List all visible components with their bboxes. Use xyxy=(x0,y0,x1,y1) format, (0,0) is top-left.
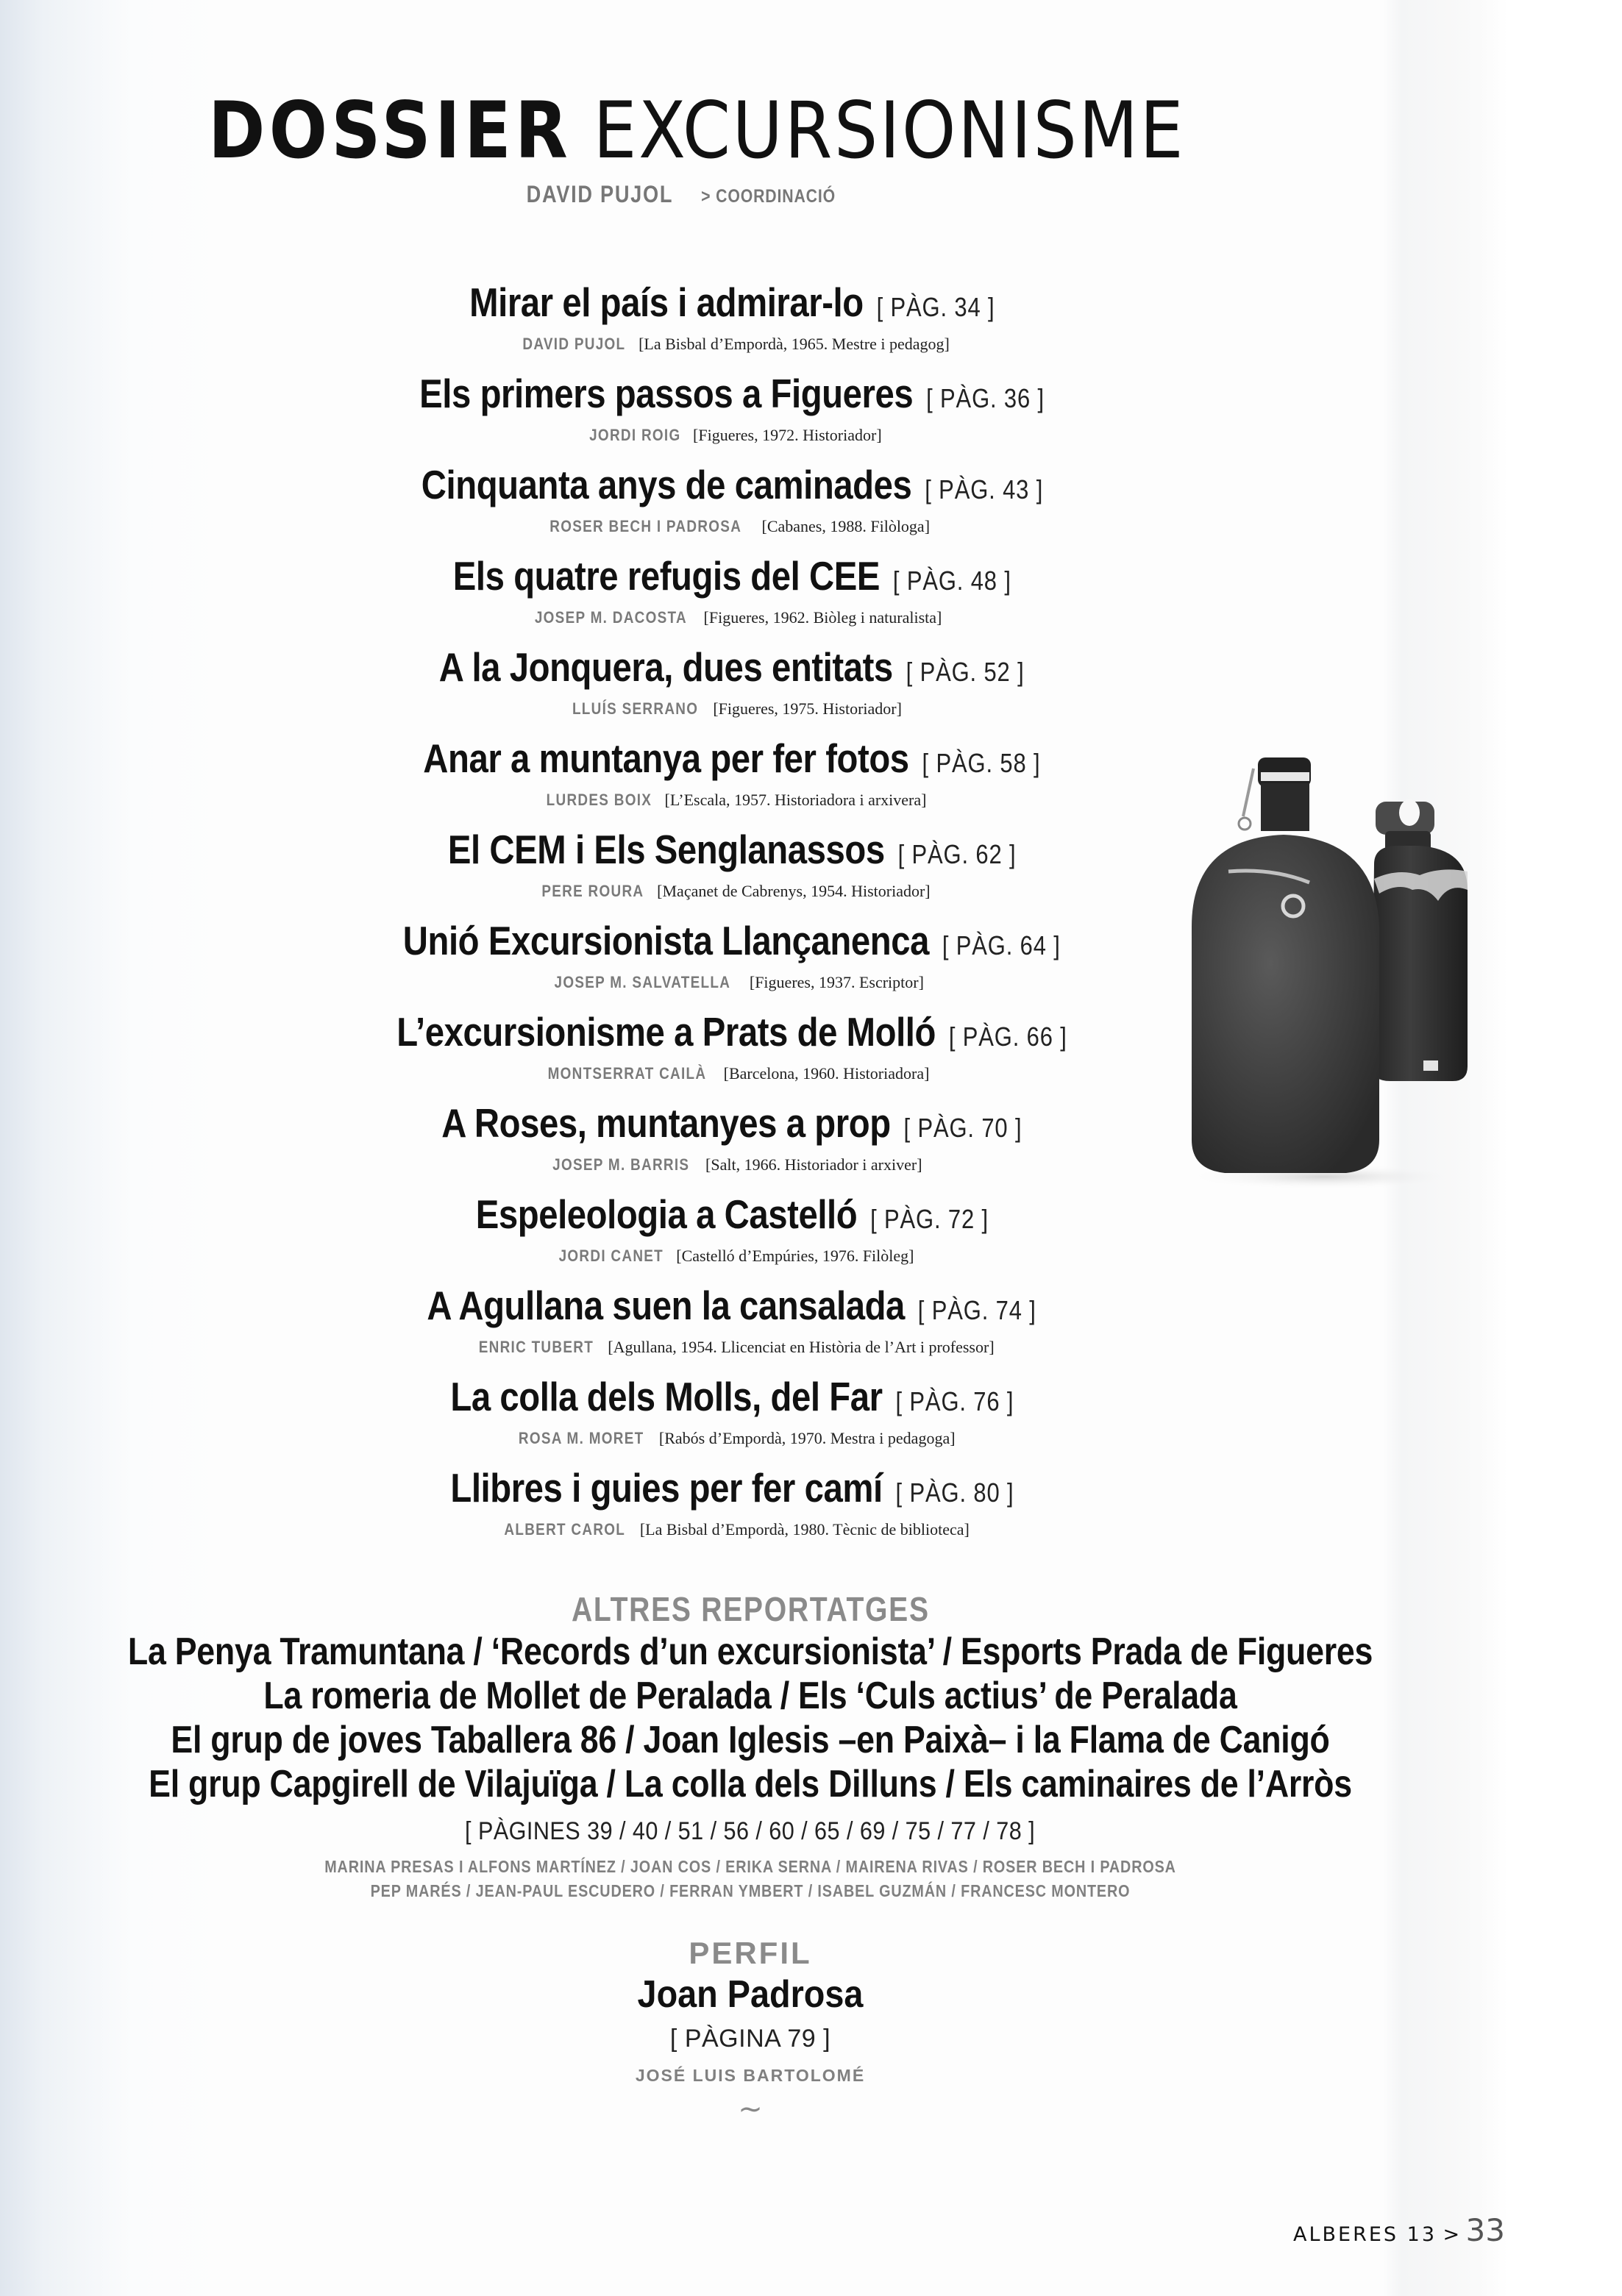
author-bio: [Castelló d’Empúries, 1976. Filòleg] xyxy=(676,1247,914,1265)
page-reference: [ PÀG. 74 ] xyxy=(918,1295,1037,1325)
author-name: JOSEP M. DACOSTA xyxy=(534,608,687,627)
page-reference: [ PÀG. 58 ] xyxy=(922,748,1041,778)
article-title: Anar a muntanya per fer fotos xyxy=(423,735,909,781)
dossier-title xyxy=(208,87,1185,175)
author-bio: [Figueres, 1975. Historiador] xyxy=(713,699,902,718)
page-reference: [ PÀG. 80 ] xyxy=(895,1477,1014,1508)
author-name: LLUÍS SERRANO xyxy=(572,699,699,718)
article-title: A Roses, muntanyes a prop xyxy=(441,1100,891,1146)
page-reference: [ PÀG. 62 ] xyxy=(897,839,1017,869)
toc-entry[interactable] xyxy=(0,1190,1464,1281)
other-reports-pages: [ PÀGINES 39 / 40 / 51 / 56 / 60 / 65 / 69 / 75 / 77 / 78 ] xyxy=(465,1817,1036,1845)
author-name: JORDI ROIG xyxy=(589,426,681,444)
author-name: MONTSERRAT CAILÀ xyxy=(547,1064,706,1083)
author-name: JOSEP M. SALVATELLA xyxy=(554,973,731,991)
page-reference: [ PÀG. 48 ] xyxy=(892,566,1011,596)
other-reports-line[interactable]: El grup de joves Taballera 86 / Joan Iglesis –en Paixà– i la Flama de Canigó xyxy=(171,1719,1330,1761)
author-name: ROSER BECH I PADROSA xyxy=(549,517,742,535)
other-reports-line[interactable]: La romeria de Mollet de Peralada / Els ‘Culs actius’ de Peralada xyxy=(263,1675,1237,1717)
author-name: ROSA M. MORET xyxy=(519,1429,644,1447)
profile-name[interactable]: Joan Padrosa xyxy=(637,1973,864,2016)
contributors-line: PEP MARÉS / JEAN-PAUL ESCUDERO / FERRAN YMBERT / ISABEL GUZMÁN / FRANCESC MONTERO xyxy=(370,1881,1131,1900)
author-bio: [Agullana, 1954. Llicenciat en Història de l’Art i professor] xyxy=(608,1338,995,1356)
profile-heading: PERFIL xyxy=(689,1936,812,1970)
toc-entry[interactable] xyxy=(0,369,1464,460)
ornament-icon: ∼ xyxy=(738,2093,763,2125)
author-bio: [Maçanet de Cabrenys, 1954. Historiador] xyxy=(657,882,931,900)
other-reports-section xyxy=(0,1589,1501,1903)
page-number: 33 xyxy=(1465,2212,1505,2248)
other-reports-line[interactable]: El grup Capgirell de Vilajuïga / La colla dels Dilluns / Els caminaires de l’Arròs xyxy=(149,1763,1352,1805)
author-name: ALBERT CAROL xyxy=(504,1520,626,1539)
author-bio: [Figueres, 1937. Escriptor] xyxy=(749,973,924,991)
dossier-title-light: EXCURSIONISME xyxy=(593,85,1186,176)
other-reports-heading: ALTRES REPORTATGES xyxy=(571,1590,930,1628)
profile-author: JOSÉ LUIS BARTOLOMÉ xyxy=(635,2066,866,2085)
water-bottles-photo xyxy=(1177,743,1479,1191)
toc-entry[interactable] xyxy=(0,1281,1464,1372)
author-name: LURDES BOIX xyxy=(546,791,652,809)
profile-page-reference: [ PÀGINA 79 ] xyxy=(669,2025,831,2053)
article-title: El CEM i Els Senglanassos xyxy=(447,827,885,872)
article-title: Cinquanta anys de caminades xyxy=(421,462,911,507)
author-bio: [L’Escala, 1957. Historiadora i arxivera] xyxy=(664,791,927,809)
dossier-title-bold: DOSSIER xyxy=(208,85,572,176)
author-name: JORDI CANET xyxy=(558,1247,664,1265)
author-bio: [Rabós d’Empordà, 1970. Mestra i pedagoga] xyxy=(658,1429,956,1447)
article-title: Els primers passos a Figueres xyxy=(419,371,914,416)
page-folio xyxy=(1293,2212,1505,2248)
article-title: L’excursionisme a Prats de Molló xyxy=(396,1009,936,1055)
canteen-image xyxy=(1177,743,1479,1191)
article-title: Unió Excursionista Llançanenca xyxy=(403,918,930,963)
folio-separator: > xyxy=(1443,2223,1460,2246)
contributors-line: MARINA PRESAS I ALFONS MARTÍNEZ / JOAN COS / ERIKA SERNA / MAIRENA RIVAS / ROSER BECH I PADROSA xyxy=(324,1857,1176,1876)
page-reference: [ PÀG. 43 ] xyxy=(924,474,1043,505)
article-title: Els quatre refugis del CEE xyxy=(452,553,880,599)
page-reference: [ PÀG. 36 ] xyxy=(926,383,1045,413)
article-title: La colla dels Molls, del Far xyxy=(449,1374,883,1419)
author-bio: [La Bisbal d’Empordà, 1965. Mestre i pedagog] xyxy=(639,335,950,353)
author-bio: [Figueres, 1962. Biòleg i naturalista] xyxy=(703,608,942,627)
toc-entry[interactable] xyxy=(0,1372,1464,1463)
author-bio: [Figueres, 1972. Historiador] xyxy=(693,426,882,444)
toc-entry[interactable] xyxy=(0,643,1464,734)
page-reference: [ PÀG. 72 ] xyxy=(869,1204,989,1234)
coordinator-name: DAVID PUJOL xyxy=(526,181,673,207)
toc-entry[interactable] xyxy=(0,552,1464,643)
page-reference: [ PÀG. 66 ] xyxy=(948,1022,1067,1052)
author-bio: [Barcelona, 1960. Historiadora] xyxy=(723,1064,930,1083)
page-reference: [ PÀG. 34 ] xyxy=(876,292,995,322)
page-reference: [ PÀG. 70 ] xyxy=(903,1113,1022,1143)
article-title: Mirar el país i admirar-lo xyxy=(469,279,864,325)
author-bio: [Salt, 1966. Historiador i arxiver] xyxy=(705,1155,922,1174)
coordinator-line xyxy=(0,181,1361,208)
profile-section xyxy=(0,1934,1501,2124)
author-bio: [Cabanes, 1988. Filòloga] xyxy=(761,517,931,535)
author-bio: [La Bisbal d’Empordà, 1980. Tècnic de biblioteca] xyxy=(639,1520,970,1539)
toc-entry[interactable] xyxy=(0,278,1464,369)
toc-entry[interactable] xyxy=(0,460,1464,552)
article-title: A la Jonquera, dues entitats xyxy=(439,644,894,690)
page-reference: [ PÀG. 64 ] xyxy=(942,930,1061,960)
author-name: DAVID PUJOL xyxy=(522,335,626,353)
magazine-issue: ALBERES 13 xyxy=(1293,2223,1437,2246)
page-reference: [ PÀG. 76 ] xyxy=(895,1386,1014,1416)
author-name: JOSEP M. BARRIS xyxy=(552,1155,690,1174)
article-title: Llibres i guies per fer camí xyxy=(449,1465,883,1511)
page-reference: [ PÀG. 52 ] xyxy=(906,657,1025,687)
toc-entry[interactable] xyxy=(0,1463,1464,1555)
author-name: ENRIC TUBERT xyxy=(479,1338,594,1356)
other-reports-line[interactable]: La Penya Tramuntana / ‘Records d’un excursionista’ / Esports Prada de Figueres xyxy=(127,1630,1373,1673)
article-title: A Agullana suen la cansalada xyxy=(427,1283,906,1328)
coordinator-role: > COORDINACIÓ xyxy=(701,186,836,207)
author-name: PERE ROURA xyxy=(541,882,644,900)
article-title: Espeleologia a Castelló xyxy=(475,1191,857,1237)
